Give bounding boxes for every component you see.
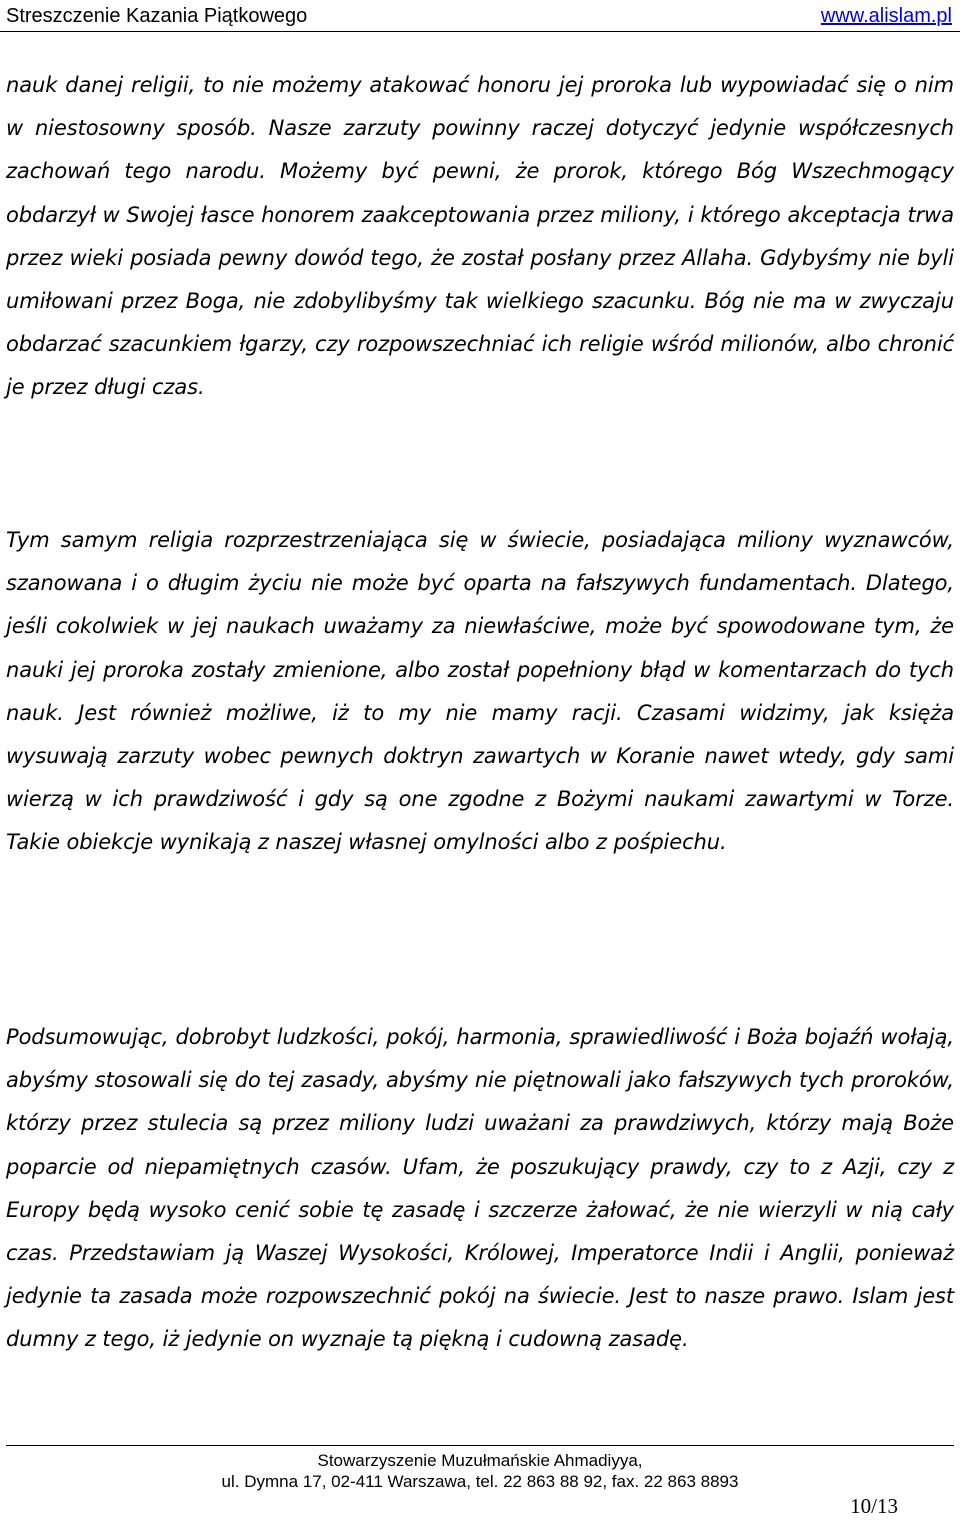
paragraph-1: nauk danej religii, to nie możemy atakować honoru jej proroka lub wypowiadać się o nim w niestosowny sposób. Nasze zarzuty powinny raczej dotyczyć jedynie współczesnych zachowań tego narodu. Możemy być pewni, że prorok, którego Bóg Wszechmogący obdarzył w Swojej łasce honorem zaakceptowania przez miliony, i którego akceptacja trwa przez wieki posiada pewny dowód tego, że został posłany przez Allaha. Gdybyśmy nie byli umiłowani przez Boga, nie zdobylibyśmy tak wielkiego szacunku. Bóg nie ma w zwyczaju obdarzać szacunkiem łgarzy, czy rozpowszechniać ich religie wśród milionów, albo chronić je przez długi czas. — [6, 73, 954, 400]
page-header — [0, 0, 960, 32]
paragraph-2: Tym samym religia rozprzestrzeniająca się w świecie, posiadająca miliony wyznawców, szanowana i o długim życiu nie może być oparta na fałszywych fundamentach. Dlatego, jeśli cokolwiek w jej naukach uważamy za niewłaściwe, może być spowodowane tym, że nauki jej proroka zostały zmienione, albo został popełniony błąd w komentarzach do tych nauk. Jest również możliwe, iż to my nie mamy racji. Czasami widzimy, jak księża wysuwają zarzuty wobec pewnych doktryn zawartych w Koranie nawet wtedy, gdy sami wierzą w ich prawdziwość i gdy są one zgodne z Bożymi naukami zawartymi w Torze. Takie obiekcje wynikają z naszej własnej omylności albo z pośpiechu. — [6, 528, 954, 855]
website-link[interactable]: www.alislam.pl — [820, 5, 952, 27]
document-title: Streszczenie Kazania Piątkowego — [6, 5, 308, 27]
footer-address: ul. Dymna 17, 02-411 Warszawa, tel. 22 863 88 92, fax. 22 863 8893 — [221, 1472, 739, 1491]
page-number: 10/13 — [850, 1494, 898, 1518]
footer-divider — [6, 1445, 954, 1446]
paragraph-3: Podsumowując, dobrobyt ludzkości, pokój, harmonia, sprawiedliwość i Boża bojaźń wołają, abyśmy stosowali się do tej zasady, abyśmy nie piętnowali jako fałszywych tych proroków, którzy przez stulecia są przez miliony ludzi uważani za prawdziwych, którzy mają Boże poparcie od niepamiętnych czasów. Ufam, że poszukujący prawdy, czy to z Azji, czy z Europy będą wysoko cenić sobie tę zasadę i szczerze żałować, że nie wierzyli w nią cały czas. Przedstawiam ją Waszej Wysokości, Królowej, Imperatorce Indii i Anglii, ponieważ jedynie ta zasada może rozpowszechnić pokój na świecie. Jest to nasze prawo. Islam jest dumny z tego, iż jedynie on wyznaje tą piękną i cudowną zasadę. — [6, 1025, 954, 1352]
footer-organization: Stowarzyszenie Muzułmańskie Ahmadiyya, — [317, 1451, 643, 1470]
